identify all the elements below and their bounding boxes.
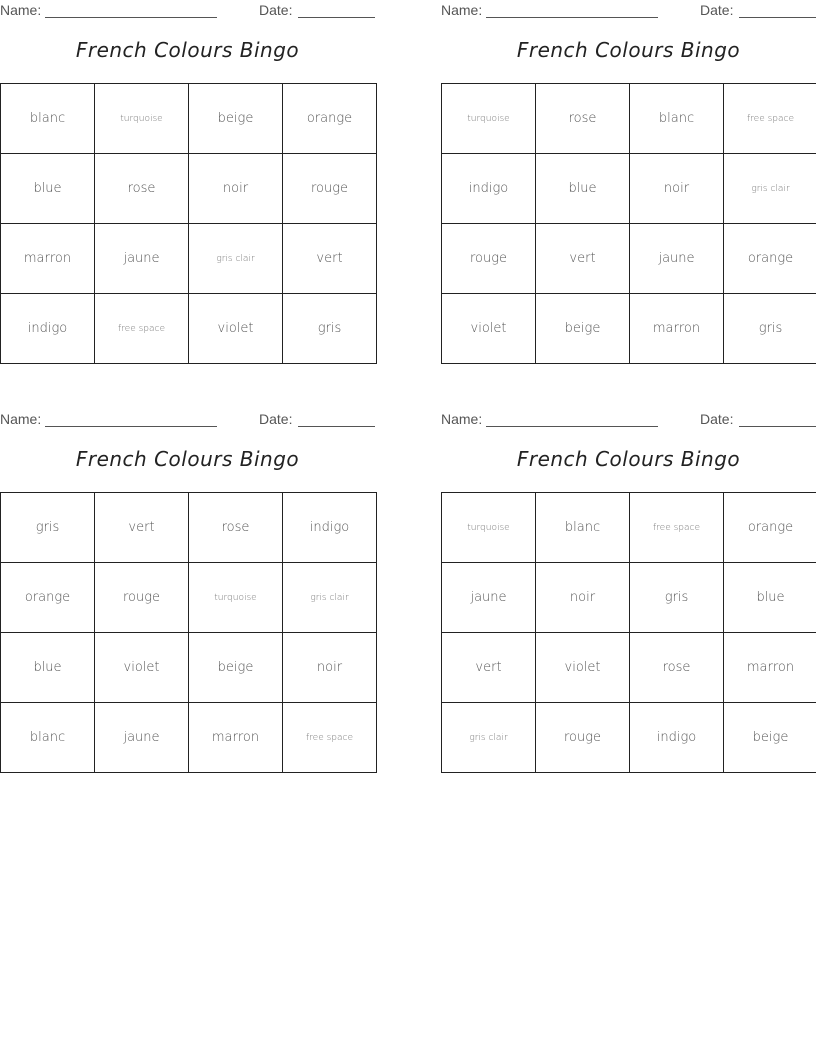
bingo-cell[interactable]: gris clair: [283, 563, 377, 633]
bingo-cell[interactable]: orange: [724, 493, 816, 563]
bingo-cell[interactable]: beige: [189, 84, 283, 154]
bingo-cell[interactable]: turquoise: [442, 84, 536, 154]
grid-row: [1, 493, 377, 563]
grid-row: [442, 493, 816, 563]
name-label: Name:: [441, 2, 483, 18]
bingo-cell[interactable]: rouge: [283, 154, 377, 224]
date-label: Date:: [700, 2, 734, 18]
date-blank-line[interactable]: [739, 426, 816, 427]
bingo-cell[interactable]: rose: [536, 84, 630, 154]
card-title: French Colours Bingo: [75, 447, 300, 471]
bingo-cell[interactable]: gris: [630, 563, 724, 633]
card-header: [0, 411, 375, 429]
bingo-cell[interactable]: blue: [1, 154, 95, 224]
name-label: Name:: [0, 2, 42, 18]
bingo-cell[interactable]: gris clair: [442, 703, 536, 773]
bingo-cell[interactable]: jaune: [95, 703, 189, 773]
grid-row: [442, 563, 816, 633]
bingo-grid: [0, 492, 377, 773]
name-blank-line[interactable]: [486, 17, 658, 18]
bingo-cell[interactable]: beige: [724, 703, 816, 773]
bingo-cell[interactable]: turquoise: [95, 84, 189, 154]
bingo-cell[interactable]: violet: [189, 294, 283, 364]
bingo-cell[interactable]: blanc: [630, 84, 724, 154]
bingo-cell[interactable]: indigo: [1, 294, 95, 364]
bingo-cell[interactable]: vert: [442, 633, 536, 703]
name-blank-line[interactable]: [45, 17, 217, 18]
bingo-cell[interactable]: gris clair: [724, 154, 816, 224]
bingo-cell[interactable]: blue: [724, 563, 816, 633]
bingo-cell[interactable]: jaune: [95, 224, 189, 294]
bingo-cell[interactable]: rouge: [536, 703, 630, 773]
bingo-cell[interactable]: indigo: [630, 703, 724, 773]
grid-row: [1, 224, 377, 294]
date-blank-line[interactable]: [298, 17, 375, 18]
grid-row: [442, 154, 816, 224]
bingo-cell[interactable]: blanc: [536, 493, 630, 563]
name-label: Name:: [0, 411, 42, 427]
bingo-cell[interactable]: marron: [630, 294, 724, 364]
bingo-cell[interactable]: vert: [95, 493, 189, 563]
bingo-cell[interactable]: orange: [1, 563, 95, 633]
grid-row: [442, 294, 816, 364]
bingo-cell[interactable]: rose: [95, 154, 189, 224]
bingo-cell[interactable]: noir: [189, 154, 283, 224]
bingo-cell[interactable]: blanc: [1, 84, 95, 154]
bingo-cell[interactable]: free space: [283, 703, 377, 773]
bingo-cell[interactable]: violet: [536, 633, 630, 703]
bingo-cell[interactable]: indigo: [442, 154, 536, 224]
grid-row: [442, 703, 816, 773]
bingo-cell[interactable]: beige: [536, 294, 630, 364]
bingo-cell[interactable]: free space: [95, 294, 189, 364]
card-title: French Colours Bingo: [75, 38, 300, 62]
bingo-cell[interactable]: marron: [189, 703, 283, 773]
date-blank-line[interactable]: [298, 426, 375, 427]
bingo-cell[interactable]: orange: [724, 224, 816, 294]
bingo-cell[interactable]: noir: [283, 633, 377, 703]
bingo-cell[interactable]: turquoise: [442, 493, 536, 563]
bingo-cell[interactable]: vert: [283, 224, 377, 294]
card-title: French Colours Bingo: [516, 447, 741, 471]
grid-row: [1, 294, 377, 364]
bingo-cell[interactable]: gris clair: [189, 224, 283, 294]
bingo-cell[interactable]: free space: [724, 84, 816, 154]
bingo-cell[interactable]: orange: [283, 84, 377, 154]
date-label: Date:: [700, 411, 734, 427]
grid-row: [1, 84, 377, 154]
card-header: [441, 2, 816, 20]
date-label: Date:: [259, 411, 293, 427]
bingo-cell[interactable]: marron: [1, 224, 95, 294]
bingo-grid: [0, 83, 377, 364]
bingo-cell[interactable]: blue: [536, 154, 630, 224]
bingo-cell[interactable]: jaune: [630, 224, 724, 294]
bingo-cell[interactable]: noir: [630, 154, 724, 224]
bingo-cell[interactable]: beige: [189, 633, 283, 703]
bingo-cell[interactable]: blue: [1, 633, 95, 703]
bingo-cell[interactable]: gris: [724, 294, 816, 364]
name-blank-line[interactable]: [486, 426, 658, 427]
bingo-grid: [441, 83, 816, 364]
bingo-cell[interactable]: rose: [189, 493, 283, 563]
name-blank-line[interactable]: [45, 426, 217, 427]
grid-row: [1, 154, 377, 224]
date-blank-line[interactable]: [739, 17, 816, 18]
bingo-cell[interactable]: turquoise: [189, 563, 283, 633]
bingo-cell[interactable]: gris: [283, 294, 377, 364]
grid-row: [1, 703, 377, 773]
bingo-cell[interactable]: rouge: [95, 563, 189, 633]
card-header: [441, 411, 816, 429]
bingo-cell[interactable]: violet: [95, 633, 189, 703]
grid-row: [1, 563, 377, 633]
card-title: French Colours Bingo: [516, 38, 741, 62]
bingo-cell[interactable]: marron: [724, 633, 816, 703]
grid-row: [442, 84, 816, 154]
name-label: Name:: [441, 411, 483, 427]
bingo-cell[interactable]: free space: [630, 493, 724, 563]
bingo-cell[interactable]: gris: [1, 493, 95, 563]
bingo-cell[interactable]: rose: [630, 633, 724, 703]
bingo-cell[interactable]: violet: [442, 294, 536, 364]
bingo-grid: [441, 492, 816, 773]
grid-row: [1, 633, 377, 703]
bingo-cell[interactable]: vert: [536, 224, 630, 294]
grid-row: [442, 633, 816, 703]
grid-row: [442, 224, 816, 294]
bingo-cell[interactable]: jaune: [442, 563, 536, 633]
bingo-cell[interactable]: rouge: [442, 224, 536, 294]
bingo-cell[interactable]: indigo: [283, 493, 377, 563]
bingo-cell[interactable]: noir: [536, 563, 630, 633]
bingo-cell[interactable]: blanc: [1, 703, 95, 773]
date-label: Date:: [259, 2, 293, 18]
card-header: [0, 2, 375, 20]
